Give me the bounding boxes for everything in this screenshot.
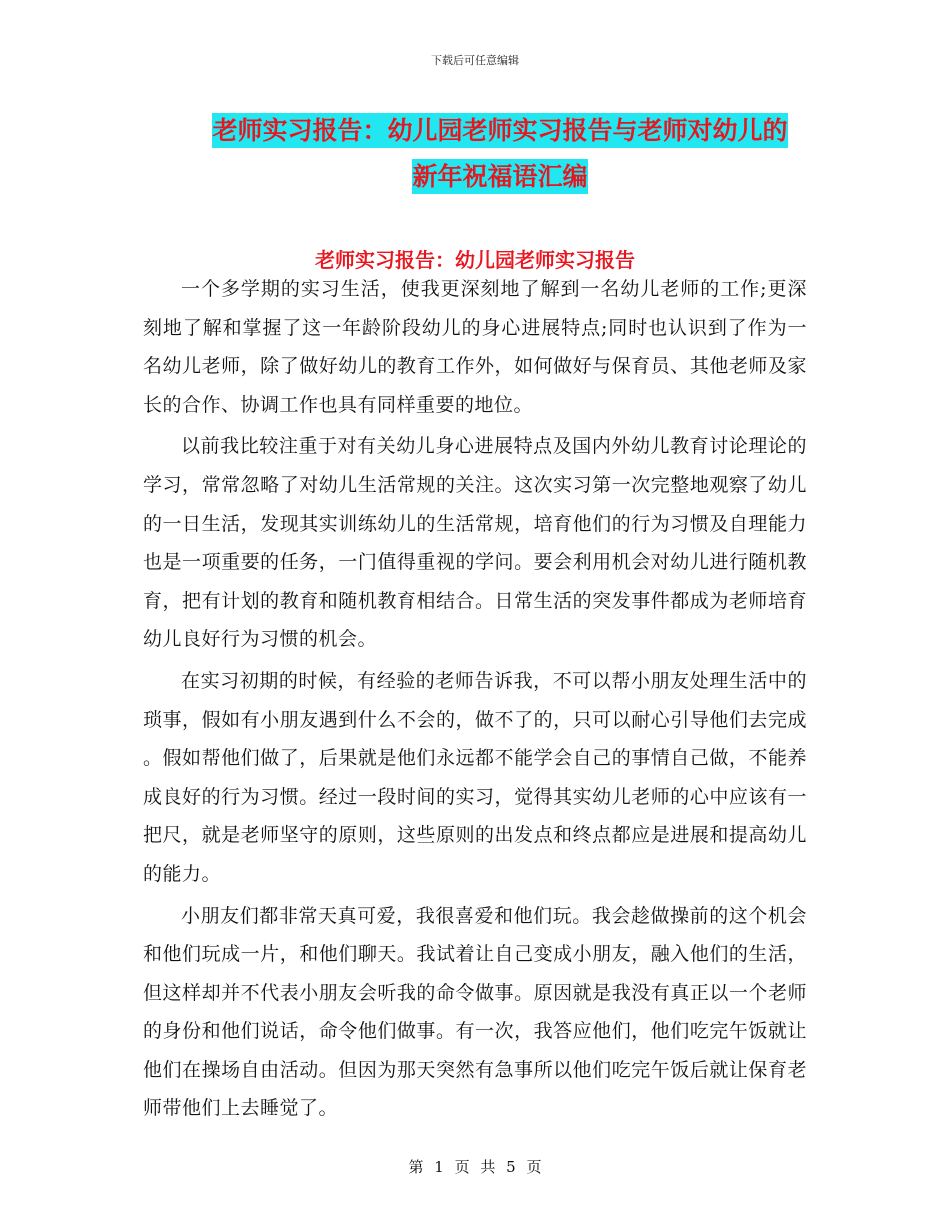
document-title-line-2: 新年祝福语汇编 bbox=[412, 159, 587, 194]
page-footer: 第 1 页 共 5 页 bbox=[408, 1158, 542, 1176]
document-title-line-1: 老师实习报告：幼儿园老师实习报告与老师对幼儿的 bbox=[212, 113, 787, 148]
section-title: 老师实习报告：幼儿园老师实习报告 bbox=[315, 248, 635, 272]
paragraph: 小朋友们都非常天真可爱，我很喜爱和他们玩。我会趁做操前的这个机会和他们玩成一片，和他们聊天。我试着让自己变成小朋友，融入他们的生活，但这样却并不代表小朋友会听我的命令做事。原因就是我没有真正以一个老师的身份和他们说话，命令他们做事。有一次，我答应他们，他们吃完午饭就让他们在操场自由活动。但因为那天突然有急事所以他们吃完午饭后就让保育老师带他们上去睡觉了。 bbox=[143, 904, 807, 1120]
paragraph: 以前我比较注重于对有关幼儿身心进展特点及国内外幼儿教育讨论理论的学习，常常忽略了对幼儿生活常规的关注。这次实习第一次完整地观察了幼儿的一日生活，发现其实训练幼儿的生活常规，培育他们的行为习惯及自理能力也是一项重要的任务，一门值得重视的学问。要会利用机会对幼儿进行随机教育，把有计划的教育和随机教育相结合。日常生活的突发事件都成为老师培育幼儿良好行为习惯的机会。 bbox=[143, 435, 807, 651]
document-title bbox=[140, 108, 860, 200]
header-note: 下载后可任意编辑 bbox=[431, 54, 519, 67]
document-body bbox=[143, 270, 807, 1131]
paragraph: 一个多学期的实习生活，使我更深刻地了解到一名幼儿老师的工作;更深刻地了解和掌握了这一年龄阶段幼儿的身心进展特点;同时也认识到了作为一名幼儿老师，除了做好幼儿的教育工作外，如何做好与保育员、其他老师及家长的合作、协调工作也具有同样重要的地位。 bbox=[143, 278, 807, 416]
paragraph: 在实习初期的时候，有经验的老师告诉我，不可以帮小朋友处理生活中的琐事，假如有小朋友遇到什么不会的，做不了的，只可以耐心引导他们去完成 。假如帮他们做了，后果就是他们永远都不能学会自己的事情自己做，不能养成良好的行为习惯。经过一段时间的实习，觉得其实幼儿老师的心中应该有一把尺，就是老师坚守的原则，这些原则的出发点和终点都应是进展和提高幼儿的能力。 bbox=[143, 669, 807, 885]
